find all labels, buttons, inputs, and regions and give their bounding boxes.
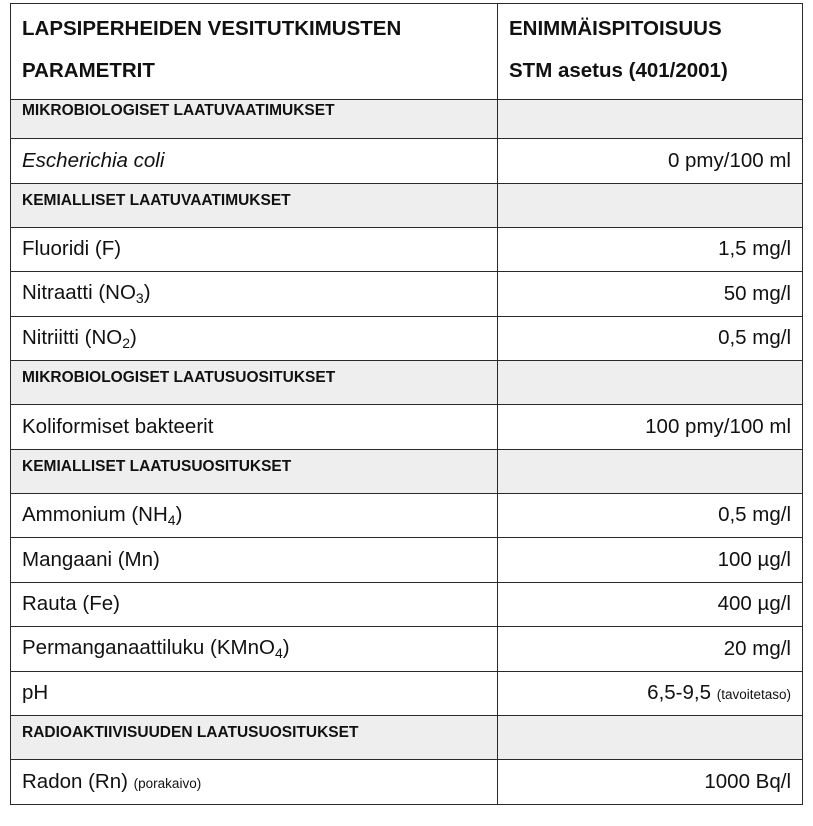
section-label: MIKROBIOLOGISET LAATUSUOSITUKSET: [11, 361, 498, 405]
header-parameters-line1: LAPSIPERHEIDEN VESITUTKIMUSTEN: [22, 17, 402, 40]
section-empty-cell: [498, 716, 803, 760]
table-row: [11, 139, 803, 184]
parameter-name: Rauta (Fe): [11, 582, 498, 627]
header-parameters-line2: PARAMETRIT: [22, 59, 155, 82]
parameter-value: 50 mg/l: [498, 272, 803, 317]
parameter-value: 20 mg/l: [498, 627, 803, 672]
name-text: Radon (Rn): [22, 769, 128, 793]
table-row: [11, 316, 803, 361]
parameter-name: Mangaani (Mn): [11, 538, 498, 583]
table-row: [11, 627, 803, 672]
parameter-value: 0,5 mg/l: [498, 316, 803, 361]
parameter-name: [11, 760, 498, 805]
table-row: [11, 272, 803, 317]
name-text: Ammonium (NH: [22, 502, 168, 526]
table-header-row: [11, 4, 803, 100]
parameter-value: 0 pmy/100 ml: [498, 139, 803, 184]
table-row: [11, 405, 803, 450]
section-row: [11, 361, 803, 405]
section-label: KEMIALLISET LAATUSUOSITUKSET: [11, 449, 498, 493]
subscript: 4: [167, 511, 176, 528]
parameter-value: 100 µg/l: [498, 538, 803, 583]
section-empty-cell: [498, 183, 803, 227]
section-empty-cell: [498, 449, 803, 493]
name-text: ): [175, 502, 183, 526]
parameter-name: Escherichia coli: [11, 139, 498, 184]
parameter-name: pH: [11, 671, 498, 716]
parameter-value: 400 µg/l: [498, 582, 803, 627]
parameter-name: [11, 493, 498, 538]
header-max-line1: ENIMMÄISPITOISUUS: [509, 17, 722, 40]
section-empty-cell: [498, 100, 803, 139]
section-row: [11, 449, 803, 493]
section-row: [11, 716, 803, 760]
header-parameters: [11, 4, 498, 100]
parameter-value: 1,5 mg/l: [498, 227, 803, 272]
table-row: [11, 493, 803, 538]
subscript: 4: [274, 645, 283, 662]
parameter-value: 100 pmy/100 ml: [498, 405, 803, 450]
subscript: 2: [122, 334, 131, 351]
parameter-name: [11, 272, 498, 317]
section-row: [11, 100, 803, 139]
table-row: [11, 671, 803, 716]
header-max-concentration: [498, 4, 803, 100]
section-row: [11, 183, 803, 227]
value-note: (tavoitetaso): [716, 687, 791, 703]
parameter-name: Koliformiset bakteerit: [11, 405, 498, 450]
table-row: [11, 227, 803, 272]
header-max-line2: STM asetus (401/2001): [509, 59, 728, 82]
section-label: MIKROBIOLOGISET LAATUVAATIMUKSET: [11, 100, 498, 139]
parameter-value: 0,5 mg/l: [498, 493, 803, 538]
table-row: [11, 538, 803, 583]
name-text: ): [282, 636, 290, 660]
parameter-name: [11, 316, 498, 361]
name-text: ): [130, 325, 137, 349]
value-text: 6,5-9,5: [647, 681, 711, 705]
table-row: [11, 760, 803, 805]
name-note: (porakaivo): [133, 775, 202, 791]
parameter-value: [498, 671, 803, 716]
subscript: 3: [135, 290, 144, 307]
name-text: Nitriitti (NO: [22, 325, 123, 349]
parameter-name: [11, 627, 498, 672]
table-row: [11, 582, 803, 627]
water-parameters-table: [10, 3, 803, 805]
section-label: RADIOAKTIIVISUUDEN LAATUSUOSITUKSET: [11, 716, 498, 760]
name-text: Nitraatti (NO: [22, 281, 136, 305]
parameter-value: 1000 Bq/l: [498, 760, 803, 805]
name-text: ): [143, 281, 151, 305]
parameter-name: Fluoridi (F): [11, 227, 498, 272]
section-empty-cell: [498, 361, 803, 405]
section-label: KEMIALLISET LAATUVAATIMUKSET: [11, 183, 498, 227]
name-text: Permanganaattiluku (KMnO: [22, 636, 275, 660]
